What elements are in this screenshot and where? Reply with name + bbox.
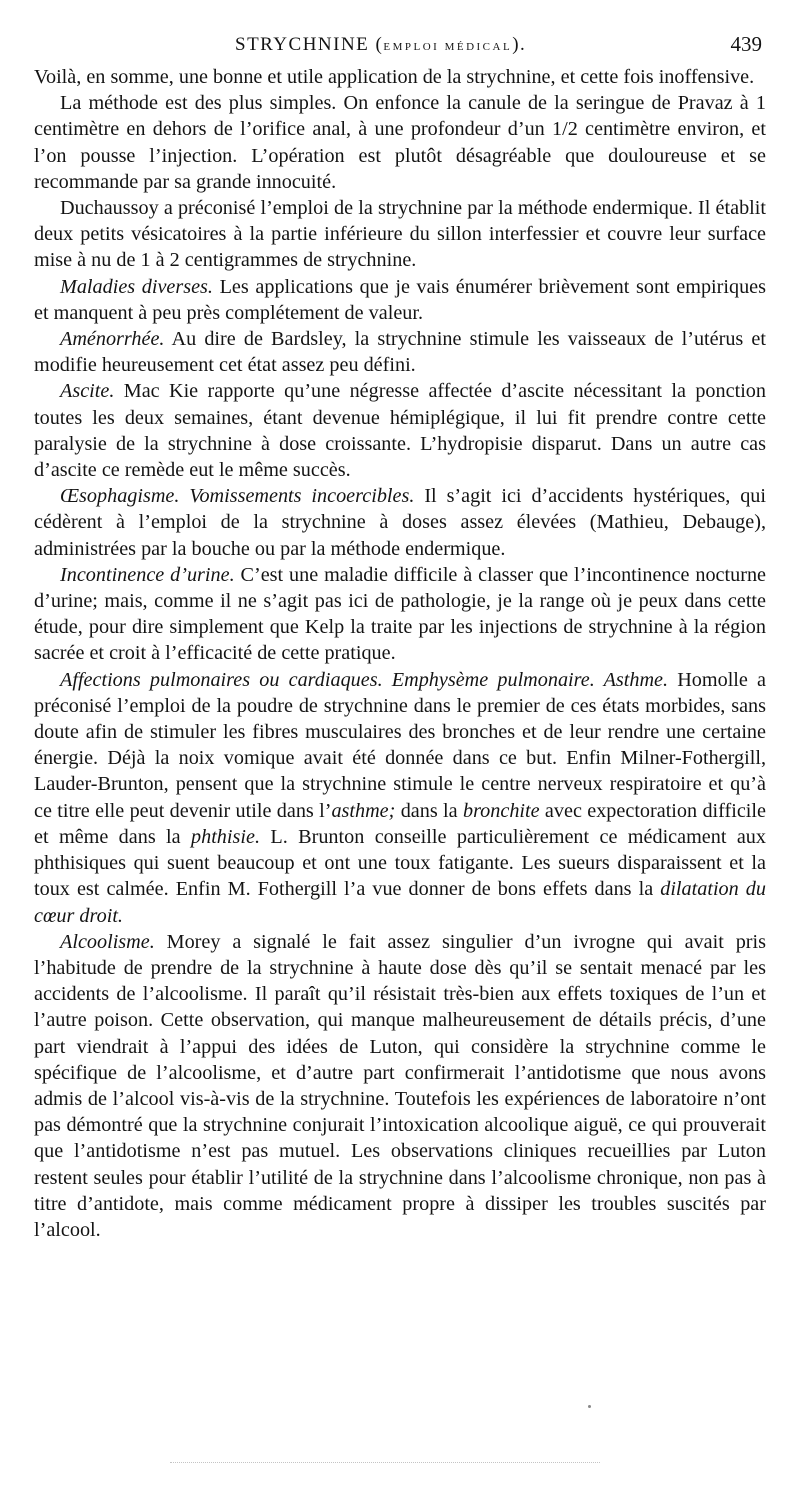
italic-run: Œsophagisme. Vomissements incoercibles. [60, 485, 415, 508]
text-run: C’est une maladie difficile à classer que l’incontinence nocturne d’urine; mais, comme il ne s’agit pas ici de pathologie, je la range où je peux dans cette étude, pour dire simplement que Kelp la traite par les injections de strychnine à la région sacrée et croit à l’efficacité de cette pratique. [34, 563, 766, 665]
page-number: 439 [730, 32, 762, 56]
text-run: Mac Kie rapporte qu’une négresse affectée d’ascite nécessitant la ponction toutes les deux semaines, étant devenue hémiplégique, il lui fit prendre contre cette paralysie de la strychnine à dose croissante. L’hydropisie disparut. Dans un autre cas d’ascite ce remède eut le même succès. [34, 380, 766, 482]
paragraph [34, 929, 766, 1243]
paragraph [34, 64, 766, 90]
italic-run: Aménorrhée. [60, 328, 165, 351]
paragraph [34, 378, 766, 483]
paragraph [34, 195, 766, 274]
paragraph [34, 667, 766, 929]
body-text [34, 64, 766, 1243]
paragraph [34, 274, 766, 326]
text-run: avec expectoration difficile et même dans la [34, 799, 766, 848]
running-title-close: ). [512, 34, 527, 55]
italic-run: Maladies diverses. [60, 275, 213, 298]
running-head [0, 32, 800, 62]
italic-run: bronchite [462, 799, 540, 822]
italic-run: dilatation du cœur droit. [34, 878, 766, 927]
text-run: Les applications que je vais énumérer brièvement sont empiriques et manquent à peu près complétement de valeur. [34, 275, 766, 324]
italic-run: Ascite. [60, 380, 115, 403]
paragraph [34, 483, 766, 562]
text-run: L. Brunton conseille particulièrement ce médicament aux phthisiques qui suent beaucoup et ont une toux fatigante. Les sueurs disparaissent et la toux est calmée. Enfin M. Fothergill l’a vue donner de bons effets dans la [34, 825, 766, 901]
running-title-main: STRYCHNINE ( [235, 34, 384, 55]
italic-run: Alcoolisme. [60, 930, 155, 953]
text-run: Morey a signalé le fait assez singulier d’un ivrogne qui avait pris l’habitude de prendre de la strychnine à haute dose dès qu’il se sentait menacé par les accidents de l’alcoolisme. Il paraît qu’il résistait très-bien aux effets toxiques de l’un et l’autre poison. Cette observation, qui manque malheureusement de détails précis, d’une part viendrait à l’appui des idées de Luton, qui considère la strychnine comme le spécifique de l’alcoolisme, et d’autre part confirmerait l’antidotisme que nous avons admis de l’alcool vis-à-vis de la strychnine. Toutefois les expériences de laboratoire n’ont pas démontré que la strychnine conjurait l’intoxication alcoolique aiguë, ce qui prouverait que l’antidotisme n’est pas mutuel. Les observations cliniques recueillies par Luton restent seules pour établir l’utilité de la strychnine dans l’alcoolisme chronique, non pas à titre d’antidote, mais comme médicament propre à dissiper les troubles suscités par l’alcool. [34, 930, 766, 1241]
paragraph [34, 90, 766, 195]
text-run: La méthode est des plus simples. On enfonce la canule de la seringue de Pravaz à 1 centimètre en dehors de l’orifice anal, à une profondeur d’un 1/2 centimètre environ, et l’on pousse l’injection. L’opération est plutôt désagréable que douloureuse et se recommande par sa grande innocuité. [34, 92, 766, 193]
paragraph [34, 562, 766, 667]
text-run: Au dire de Bardsley, la strychnine stimule les vaisseaux de l’utérus et modifie heureusement cet état assez peu défini. [34, 328, 766, 377]
italic-run: Incontinence d’urine. [60, 563, 235, 586]
running-title-subtitle: EMPLOI MÉDICAL [383, 41, 513, 53]
scan-speck [588, 1405, 591, 1408]
text-run: Il s’agit ici d’accidents hystériques, qui cédèrent à l’emploi de la strychnine à doses assez élevées (Mathieu, Debauge), administrées par la bouche ou par la méthode endermique. [34, 485, 767, 560]
text-run: Voilà, en somme, une bonne et utile application de la strychnine, et cette fois inoffensive. [34, 66, 755, 88]
italic-run: phthisie. [191, 825, 260, 848]
text-run: Homolle a préconisé l’emploi de la poudre de strychnine dans le premier de ces états morbides, sans doute afin de stimuler les fibres musculaires des bronches et de leur rendre une certaine énergie. Déjà la noix vomique avait été donnée dans ce but. Enfin Milner-Fothergill, Lauder-Brunton, pensent que la strychnine stimule le centre nerveux respiratoire et qu’à ce titre elle peut devenir utile dans l’ [34, 668, 766, 822]
page-bottom-smudge [170, 1462, 600, 1464]
italic-run: asthme; [331, 799, 396, 822]
text-run: dans la [395, 799, 463, 822]
running-title [235, 34, 526, 56]
paragraph [34, 326, 766, 378]
italic-run: Affections pulmonaires ou cardiaques. Emphysème pulmonaire. Asthme. [60, 668, 669, 691]
text-run: Duchaussoy a préconisé l’emploi de la strychnine par la méthode endermique. Il établit deux petits vésicatoires à la partie inférieure du sillon interfessier et couvre leur surface mise à nu de 1 à 2 centigrammes de strychnine. [34, 197, 766, 272]
